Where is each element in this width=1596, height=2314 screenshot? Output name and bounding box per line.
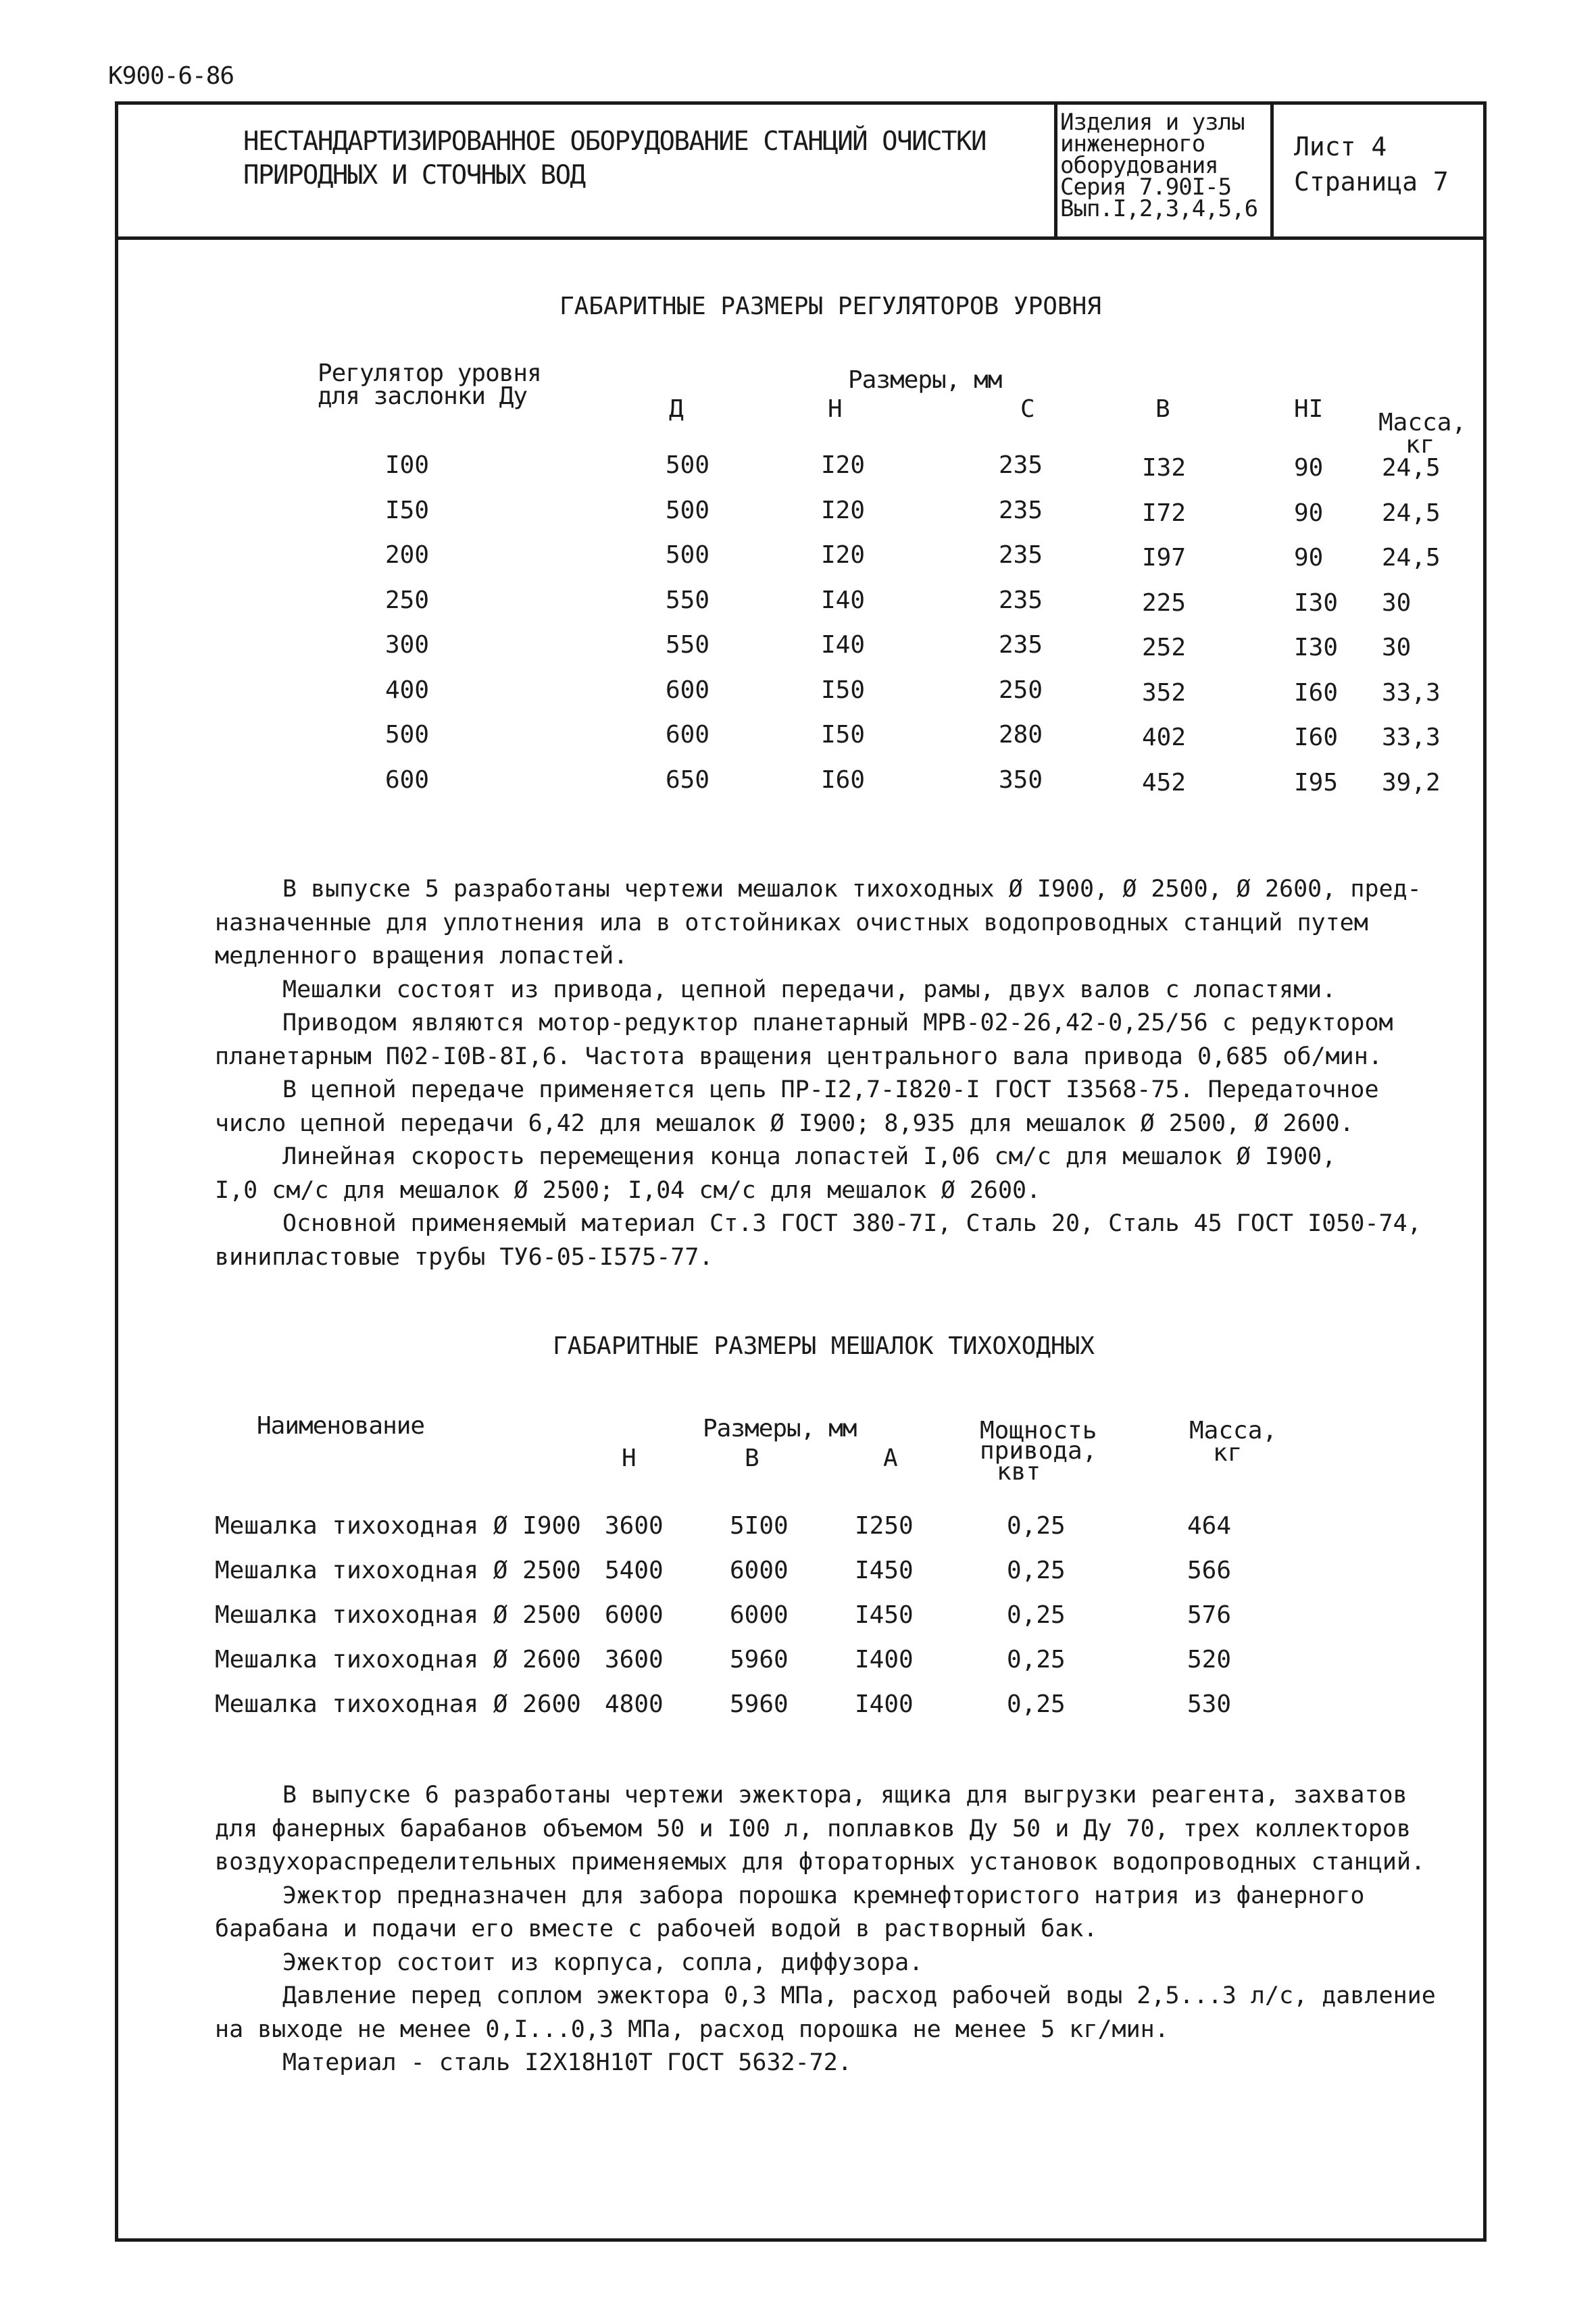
table1-cell: 90 [1294, 544, 1324, 572]
series-line: Вып.I,2,3,4,5,6 [1060, 195, 1258, 222]
table1-cell: I60 [821, 765, 866, 794]
table2-name-cell: Мешалка тихоходная Ø 2500 [215, 1557, 581, 1584]
table1-cell: I95 [1294, 768, 1339, 797]
text-line: Мешалки состоят из привода, цепной передачи, рамы, двух валов с лопастями. [282, 976, 1337, 1003]
series-line: оборудования [1060, 152, 1218, 179]
table1-cell: 33,3 [1382, 678, 1441, 707]
table1-cell: 39,2 [1382, 768, 1441, 797]
table1-cell: 350 [999, 765, 1043, 794]
title-block [118, 105, 1483, 240]
title-line: НЕСТАНДАРТИЗИРОВАННОЕ ОБОРУДОВАНИЕ СТАНЦИЙ ОЧИСТКИ [243, 126, 986, 157]
text-line: воздухораспределительных применяемых для фтораторных установок водопроводных станций. [215, 1848, 1426, 1876]
table2-col-header: Н [622, 1444, 637, 1472]
table1-mass-header: кг [1405, 431, 1435, 459]
table1-cell: 500 [666, 451, 710, 479]
table1-first-col-header: для заслонки Ду [318, 382, 528, 410]
table1-mass-header: Масса, [1378, 409, 1467, 436]
table2-cell: 566 [1187, 1557, 1232, 1584]
table1-col-header: Д [669, 395, 684, 423]
table1-group-header: Размеры, мм [848, 366, 1002, 394]
table1-first-col-header: Регулятор уровня [318, 359, 541, 387]
series-line: Серия 7.90I-5 [1060, 174, 1232, 201]
table1-col-header: С [1020, 395, 1035, 423]
table2-cell: I450 [855, 1557, 914, 1584]
table2-mass-header: кг [1213, 1439, 1243, 1467]
table2-cell: 530 [1187, 1690, 1232, 1718]
table1-cell: I20 [821, 496, 866, 524]
table1-cell: 550 [666, 631, 710, 659]
table2-power-header: привода, [980, 1437, 1097, 1465]
table1-cell: 235 [999, 541, 1043, 569]
table1-cell: I50 [821, 676, 866, 704]
sheet-info [1274, 105, 1483, 236]
table1-cell: I32 [1142, 454, 1187, 482]
table1-cell: 235 [999, 631, 1043, 659]
table1-cell: 235 [999, 586, 1043, 614]
series-line: инженерного [1060, 130, 1205, 157]
text-line: планетарным П02-I0В-8I,6. Частота вращения центрального вала привода 0,685 об/мин. [215, 1042, 1382, 1070]
table1-cell: 600 [666, 676, 710, 704]
table1-cell: I20 [821, 541, 866, 569]
table2-title: ГАБАРИТНЫЕ РАЗМЕРЫ МЕШАЛОК ТИХОХОДНЫХ [553, 1332, 1095, 1360]
table1-cell: 30 [1382, 588, 1412, 617]
table1-cell: I72 [1142, 499, 1187, 527]
table1-cell: I50 [385, 496, 430, 524]
text-line: Давление перед соплом эжектора 0,3 МПа, расход рабочей воды 2,5...3 л/с, давление [282, 1982, 1436, 2009]
paragraph-issue-5 [215, 873, 1445, 1274]
text-line: Приводом являются мотор-редуктор планетарный МРВ-02-26,42-0,25/56 с редуктором [282, 1009, 1393, 1036]
table1-cell: 252 [1142, 634, 1187, 661]
table2-cell: 5400 [605, 1557, 664, 1584]
table1-cell: 90 [1294, 499, 1324, 527]
table1-cell: 250 [385, 586, 430, 614]
table1-cell: 33,3 [1382, 724, 1441, 751]
text-line: В цепной передаче применяется цепь ПР-I2,7-I820-I ГОСТ I3568-75. Передаточное [282, 1076, 1379, 1103]
table2-cell: 5I00 [730, 1512, 789, 1540]
table1-cell: I60 [1294, 724, 1339, 751]
table1-cell: 30 [1382, 634, 1412, 661]
table2-cell: I250 [855, 1512, 914, 1540]
document-code: К900-6-86 [108, 62, 234, 90]
table2-name-header: Наименование [257, 1412, 425, 1440]
series-line: Изделия и узлы [1060, 109, 1245, 136]
table1-cell: I97 [1142, 544, 1187, 572]
table1-col-header: Н [828, 395, 843, 423]
page-number: Страница 7 [1294, 167, 1449, 197]
text-line: на выходе не менее 0,I...0,3 МПа, расход порошка не менее 5 кг/мин. [215, 2015, 1169, 2043]
table1-cell: I40 [821, 631, 866, 659]
text-line: В выпуске 6 разработаны чертежи эжектора, ящика для выгрузки реагента, захватов [282, 1782, 1407, 1809]
text-line: назначенные для уплотнения ила в отстойниках очистных водопроводных станций путем [215, 909, 1368, 936]
table2-cell: 576 [1187, 1601, 1232, 1629]
table1-cell: 500 [385, 721, 430, 749]
table2-power-header: квт [997, 1458, 1041, 1486]
table1-cell: 600 [666, 721, 710, 749]
table1-cell: 300 [385, 631, 430, 659]
text-line: для фанерных барабанов объемом 50 и I00 л, поплавков Ду 50 и Ду 70, трех коллекторов [215, 1815, 1412, 1842]
table2-name-cell: Мешалка тихоходная Ø 2600 [215, 1690, 581, 1718]
table2-cell: 0,25 [1007, 1557, 1066, 1584]
table1-cell: I20 [821, 451, 866, 479]
table1-cell: 225 [1142, 588, 1187, 617]
table2-group-header: Размеры, мм [703, 1415, 857, 1442]
table2-cell: 520 [1187, 1646, 1232, 1674]
table1-cell: 500 [666, 496, 710, 524]
table1-cell: 250 [999, 676, 1043, 704]
table1-cell: 400 [385, 676, 430, 704]
table1-cell: 650 [666, 765, 710, 794]
text-line: Материал - сталь I2Х18Н10Т ГОСТ 5632-72. [282, 2049, 852, 2076]
text-line: Эжектор состоит из корпуса, сопла, диффузора. [282, 1948, 924, 1976]
text-line: Эжектор предназначен для забора порошка кремнефтористого натрия из фанерного [282, 1882, 1365, 1909]
series-info [1057, 105, 1274, 236]
table1-cell: 235 [999, 451, 1043, 479]
text-line: Основной применяемый материал Ст.3 ГОСТ 380-7I, Сталь 20, Сталь 45 ГОСТ I050-74, [282, 1210, 1422, 1237]
table2-cell: 6000 [730, 1601, 789, 1629]
paragraph-issue-6 [215, 1779, 1445, 2080]
table2-cell: 5960 [730, 1690, 789, 1718]
table1-cell: I60 [1294, 678, 1339, 707]
text-line: медленного вращения лопастей. [215, 942, 628, 970]
text-line: барабана и подачи его вместе с рабочей водой в растворный бак. [215, 1915, 1098, 1942]
text-line: В выпуске 5 разработаны чертежи мешалок тихоходных Ø I900, Ø 2500, Ø 2600, пред- [282, 876, 1422, 903]
table1-col-header: НI [1294, 395, 1324, 423]
table2-name-cell: Мешалка тихоходная Ø I900 [215, 1512, 581, 1540]
table2-name-cell: Мешалка тихоходная Ø 2500 [215, 1601, 581, 1629]
table1-cell: 24,5 [1382, 544, 1441, 572]
table1-cell: 200 [385, 541, 430, 569]
text-line: Линейная скорость перемещения конца лопастей I,06 см/с для мешалок Ø I900, [282, 1143, 1337, 1170]
table2-cell: 0,25 [1007, 1690, 1066, 1718]
table2-cell: I450 [855, 1601, 914, 1629]
table1-cell: 235 [999, 496, 1043, 524]
text-line: число цепной передачи 6,42 для мешалок Ø I900; 8,935 для мешалок Ø 2500, Ø 2600. [215, 1109, 1354, 1137]
table1-cell: I30 [1294, 588, 1339, 617]
table1-cell: I00 [385, 451, 430, 479]
table1-cell: 24,5 [1382, 499, 1441, 527]
sheet-number: Лист 4 [1294, 132, 1387, 161]
table2-cell: 3600 [605, 1646, 664, 1674]
table1-cell: 550 [666, 586, 710, 614]
table2-cell: 5960 [730, 1646, 789, 1674]
table1-cell: 24,5 [1382, 454, 1441, 482]
text-line: винипластовые трубы ТУ6-05-I575-77. [215, 1243, 714, 1271]
table1-cell: I30 [1294, 634, 1339, 661]
table2-cell: 6000 [730, 1557, 789, 1584]
table2-cell: I400 [855, 1646, 914, 1674]
table2-cell: 4800 [605, 1690, 664, 1718]
table2-cell: 0,25 [1007, 1646, 1066, 1674]
table2-cell: 6000 [605, 1601, 664, 1629]
table2-name-cell: Мешалка тихоходная Ø 2600 [215, 1646, 581, 1674]
table2-col-header: В [745, 1444, 759, 1472]
table1-cell: 600 [385, 765, 430, 794]
table1-cell: 280 [999, 721, 1043, 749]
document-title [118, 105, 1057, 236]
table2-cell: 3600 [605, 1512, 664, 1540]
table2-mass-header: Масса, [1189, 1417, 1278, 1444]
table1-cell: I40 [821, 586, 866, 614]
table2-power-header: Мощность [980, 1417, 1097, 1444]
table2-cell: 0,25 [1007, 1512, 1066, 1540]
table2-cell: I400 [855, 1690, 914, 1718]
table1-cell: I50 [821, 721, 866, 749]
table1-cell: 452 [1142, 768, 1187, 797]
table2-cell: 464 [1187, 1512, 1232, 1540]
table1-cell: 402 [1142, 724, 1187, 751]
table1-cell: 90 [1294, 454, 1324, 482]
table1-cell: 352 [1142, 678, 1187, 707]
table2-col-header: А [883, 1444, 898, 1472]
table1-title: ГАБАРИТНЫЕ РАЗМЕРЫ РЕГУЛЯТОРОВ УРОВНЯ [559, 293, 1101, 320]
table1-col-header: В [1155, 395, 1170, 423]
title-line: ПРИРОДНЫХ И СТОЧНЫХ ВОД [243, 160, 585, 191]
table1-cell: 500 [666, 541, 710, 569]
table2-cell: 0,25 [1007, 1601, 1066, 1629]
text-line: I,0 см/с для мешалок Ø 2500; I,04 см/с для мешалок Ø 2600. [215, 1176, 1041, 1204]
